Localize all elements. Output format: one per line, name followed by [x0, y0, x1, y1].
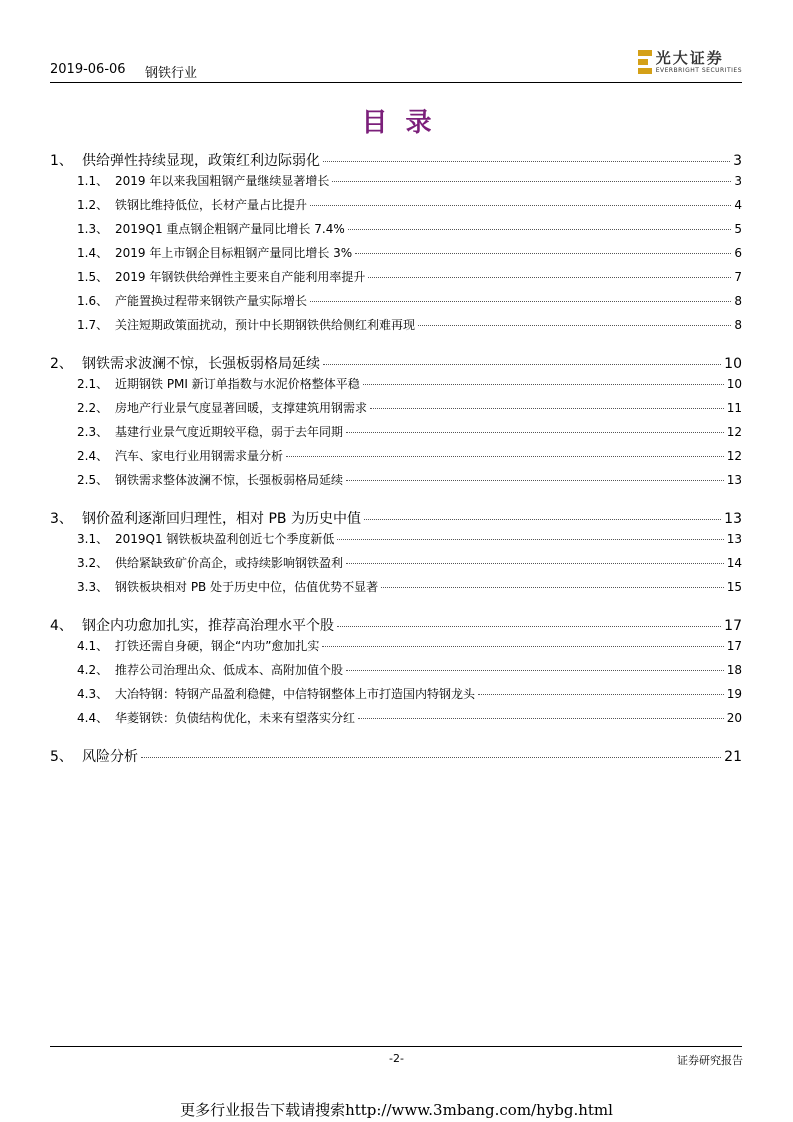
toc-leader-dots — [346, 432, 724, 433]
toc-subsection-entry[interactable] — [50, 399, 742, 423]
toc-subsection-entry[interactable] — [50, 375, 742, 399]
toc-entry-number: 1.6、 — [77, 294, 109, 308]
toc-entry-page: 21 — [724, 749, 742, 765]
toc-subsection-entry[interactable] — [50, 685, 742, 709]
toc-subsection-entry[interactable] — [50, 423, 742, 447]
toc-entry-title: 关注短期政策面扰动，预计中长期钢铁供给侧红利难再现 — [115, 318, 416, 332]
toc-entry-number: 4.1、 — [77, 639, 109, 653]
toc-leader-dots — [355, 253, 731, 254]
toc-entry-number: 5、 — [50, 749, 73, 765]
toc-entry-number: 4.4、 — [77, 711, 109, 725]
toc-entry-title: 推荐公司治理出众、低成本、高附加值个股 — [115, 663, 344, 677]
toc-subsection-entry[interactable] — [50, 554, 742, 578]
toc-leader-dots — [418, 325, 731, 326]
toc-entry-page: 10 — [724, 356, 742, 372]
toc-entry-page: 15 — [726, 580, 742, 594]
toc-entry-page: 8 — [734, 294, 742, 308]
page-header — [50, 49, 742, 82]
toc-entry-title: 2019Q1 重点钢企粗钢产量同比增长 7.4% — [115, 222, 345, 236]
industry-label: 钢铁行业 — [145, 66, 198, 81]
toc-leader-dots — [364, 519, 721, 520]
toc-leader-dots — [346, 670, 724, 671]
toc-entry-title: 供给弹性持续显现，政策红利边际弱化 — [82, 153, 320, 169]
toc-entry-title: 大冶特钢：特钢产品盈利稳健，中信特钢整体上市打造国内特钢龙头 — [115, 687, 476, 701]
toc-entry-number: 1、 — [50, 153, 73, 169]
toc-subsection-entry[interactable] — [50, 220, 742, 244]
toc-leader-dots — [348, 229, 732, 230]
toc-entry-number: 1.3、 — [77, 222, 109, 236]
toc-subsection-entry[interactable] — [50, 172, 742, 196]
toc-leader-dots — [358, 718, 724, 719]
everbright-logo-icon — [638, 50, 652, 74]
table-of-contents — [50, 150, 742, 768]
toc-leader-dots — [323, 161, 730, 162]
toc-leader-dots — [141, 757, 721, 758]
toc-entry-page: 14 — [726, 556, 742, 570]
toc-entry-number: 2.5、 — [77, 473, 109, 487]
toc-leader-dots — [346, 563, 724, 564]
toc-entry-page: 11 — [726, 401, 742, 415]
toc-leader-dots — [323, 364, 721, 365]
toc-entry-title: 供给紧缺致矿价高企，或持续影响钢铁盈利 — [115, 556, 344, 570]
toc-entry-title: 铁钢比维持低位，长材产量占比提升 — [115, 198, 308, 212]
toc-entry-page: 3 — [733, 153, 742, 169]
toc-entry-number: 1.4、 — [77, 246, 109, 260]
toc-entry-page: 19 — [726, 687, 742, 701]
toc-title: 目录 — [361, 108, 450, 138]
toc-section-entry[interactable] — [50, 150, 742, 172]
toc-leader-dots — [368, 277, 731, 278]
toc-entry-title: 基建行业景气度近期较平稳，弱于去年同期 — [115, 425, 344, 439]
toc-leader-dots — [332, 181, 731, 182]
toc-subsection-entry[interactable] — [50, 530, 742, 554]
toc-subsection-entry[interactable] — [50, 578, 742, 602]
toc-entry-title: 2019 年上市钢企目标粗钢产量同比增长 3% — [115, 246, 353, 260]
company-logo — [638, 50, 742, 74]
page-number: -2- — [389, 1052, 404, 1065]
toc-entry-number: 3、 — [50, 511, 73, 527]
toc-subsection-entry[interactable] — [50, 268, 742, 292]
toc-entry-page: 13 — [726, 473, 742, 487]
toc-section-entry[interactable] — [50, 615, 742, 637]
toc-entry-title: 打铁还需自身硬，钢企“内功”愈加扎实 — [115, 639, 320, 653]
toc-entry-page: 13 — [724, 511, 742, 527]
toc-subsection-entry[interactable] — [50, 637, 742, 661]
toc-subsection-entry[interactable] — [50, 244, 742, 268]
toc-entry-page: 12 — [726, 425, 742, 439]
toc-entry-page: 3 — [734, 174, 742, 188]
report-type-label: 证券研究报告 — [677, 1054, 743, 1067]
toc-leader-dots — [337, 539, 723, 540]
toc-entry-page: 6 — [734, 246, 742, 260]
toc-entry-title: 产能置换过程带来钢铁产量实际增长 — [115, 294, 308, 308]
toc-entry-number: 1.7、 — [77, 318, 109, 332]
toc-entry-number: 3.1、 — [77, 532, 109, 546]
logo-chinese-name: 光大证券 — [655, 49, 724, 67]
toc-subsection-entry[interactable] — [50, 447, 742, 471]
toc-entry-page: 18 — [726, 663, 742, 677]
toc-entry-page: 17 — [726, 639, 742, 653]
toc-entry-title: 2019 年以来我国粗钢产量继续显著增长 — [115, 174, 330, 188]
toc-leader-dots — [322, 646, 723, 647]
toc-entry-page: 5 — [734, 222, 742, 236]
toc-entry-title: 钢企内功愈加扎实，推荐高治理水平个股 — [82, 618, 334, 634]
report-date: 2019-06-06 — [50, 62, 126, 77]
toc-entry-title: 2019Q1 钢铁板块盈利创近七个季度新低 — [115, 532, 335, 546]
toc-entry-number: 4.3、 — [77, 687, 109, 701]
toc-entry-number: 4.2、 — [77, 663, 109, 677]
toc-entry-page: 13 — [726, 532, 742, 546]
toc-leader-dots — [310, 301, 731, 302]
toc-entry-title: 房地产行业景气度显著回暖，支撑建筑用钢需求 — [115, 401, 368, 415]
toc-subsection-entry[interactable] — [50, 709, 742, 733]
toc-entry-number: 4、 — [50, 618, 73, 634]
toc-entry-page: 10 — [726, 377, 742, 391]
logo-english-name: EVERBRIGHT SECURITIES — [655, 67, 742, 74]
toc-entry-title: 2019 年钢铁供给弹性主要来自产能利用率提升 — [115, 270, 366, 284]
toc-subsection-entry[interactable] — [50, 661, 742, 685]
toc-entry-page: 17 — [724, 618, 742, 634]
toc-entry-title: 华菱钢铁：负债结构优化，未来有望落实分红 — [115, 711, 356, 725]
toc-section-entry[interactable] — [50, 353, 742, 375]
toc-entry-number: 1.5、 — [77, 270, 109, 284]
toc-subsection-entry[interactable] — [50, 316, 742, 340]
toc-section-entry[interactable] — [50, 508, 742, 530]
toc-entry-title: 钢铁板块相对 PB 处于历史中位，估值优势不显著 — [115, 580, 379, 594]
toc-subsection-entry[interactable] — [50, 292, 742, 316]
toc-leader-dots — [346, 480, 724, 481]
toc-entry-page: 8 — [734, 318, 742, 332]
toc-leader-dots — [381, 587, 724, 588]
toc-entry-title: 近期钢铁 PMI 新订单指数与水泥价格整体平稳 — [115, 377, 360, 391]
toc-leader-dots — [363, 384, 724, 385]
toc-entry-number: 2.3、 — [77, 425, 109, 439]
toc-leader-dots — [478, 694, 724, 695]
toc-entry-page: 12 — [726, 449, 742, 463]
toc-subsection-entry[interactable] — [50, 471, 742, 495]
toc-entry-number: 3.2、 — [77, 556, 109, 570]
toc-entry-title: 汽车、家电行业用钢需求量分析 — [115, 449, 284, 463]
toc-entry-number: 2.4、 — [77, 449, 109, 463]
toc-entry-title: 风险分析 — [82, 749, 138, 765]
toc-entry-number: 2.2、 — [77, 401, 109, 415]
toc-entry-number: 3.3、 — [77, 580, 109, 594]
toc-entry-number: 2.1、 — [77, 377, 109, 391]
toc-entry-page: 7 — [734, 270, 742, 284]
toc-entry-number: 1.1、 — [77, 174, 109, 188]
footer-divider — [50, 1046, 742, 1047]
download-notice: 更多行业报告下载请搜索http://www.3mbang.com/hybg.html — [180, 1101, 613, 1119]
toc-entry-number: 2、 — [50, 356, 73, 372]
toc-entry-page: 20 — [726, 711, 742, 725]
toc-leader-dots — [370, 408, 724, 409]
toc-entry-page: 4 — [734, 198, 742, 212]
toc-entry-title: 钢铁需求波澜不惊，长强板弱格局延续 — [82, 356, 320, 372]
toc-leader-dots — [337, 626, 721, 627]
toc-section-entry[interactable] — [50, 746, 742, 768]
toc-entry-title: 钢铁需求整体波澜不惊，长强板弱格局延续 — [115, 473, 344, 487]
toc-entry-number: 1.2、 — [77, 198, 109, 212]
toc-entry-title: 钢价盈利逐渐回归理性，相对 PB 为历史中值 — [82, 511, 361, 527]
header-divider — [50, 82, 742, 83]
toc-leader-dots — [286, 456, 724, 457]
toc-leader-dots — [310, 205, 731, 206]
toc-subsection-entry[interactable] — [50, 196, 742, 220]
